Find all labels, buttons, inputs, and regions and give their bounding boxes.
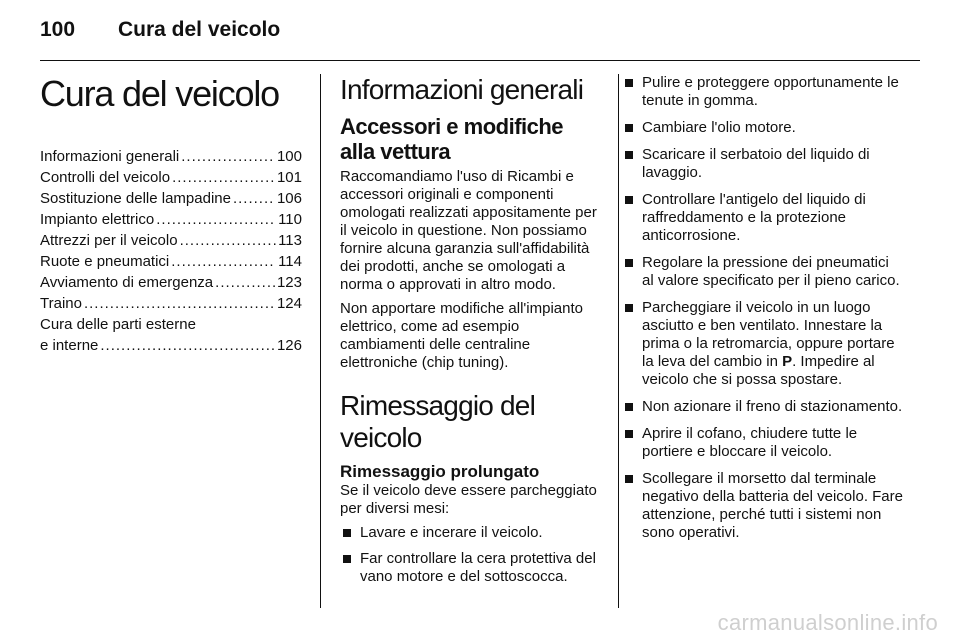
toc-entry[interactable]	[40, 272, 302, 293]
toc-entry-label-line2: e interne	[40, 337, 99, 354]
page-number: 100	[40, 18, 76, 41]
toc-entry-page: 100	[276, 148, 302, 165]
content-column-3	[622, 74, 904, 551]
toc-entry[interactable]	[40, 293, 302, 314]
toc-entry-label: Avviamento di emergenza	[40, 274, 214, 291]
header-title: Cura del veicolo	[118, 18, 281, 41]
list-item: Parcheggiare il veicolo in un luogo asciutto e ben ventilato. Innestare la prima o la retromarcia, oppure portare la leva del cambio in P. Impedire al veicolo che si possa spostare.	[622, 299, 904, 389]
list-item: Aprire il cofano, chiudere tutte le portiere e bloccare il veicolo.	[622, 425, 904, 461]
square-bullet-icon	[625, 475, 633, 483]
paragraph: Non apportare modifiche all'impianto elettrico, come ad esempio cambiamenti delle centraline elettroniche (chip tuning).	[340, 300, 583, 371]
section-title-storage: Rimessaggio del veicolo	[340, 390, 535, 453]
list-item: Non azionare il freno di stazionamento.	[622, 398, 904, 416]
header-rule	[40, 60, 920, 61]
toc-entry[interactable]	[40, 251, 302, 272]
toc-leader	[233, 188, 275, 209]
toc-leader	[215, 272, 275, 293]
toc-entry-label: Controlli del veicolo	[40, 169, 171, 186]
watermark: carmanualsonline.info	[717, 610, 938, 635]
toc-entry-label: Impianto elettrico	[40, 211, 155, 228]
square-bullet-icon	[625, 259, 633, 267]
toc-entry[interactable]	[40, 146, 302, 167]
square-bullet-icon	[625, 79, 633, 87]
toc-leader	[156, 209, 276, 230]
column-divider-2	[618, 74, 619, 608]
toc-entry-label: Informazioni generali	[40, 148, 180, 165]
list-item: Lavare e incerare il veicolo.	[340, 524, 602, 542]
toc-leader	[171, 251, 276, 272]
toc-entry[interactable]	[40, 188, 302, 209]
square-bullet-icon	[343, 555, 351, 563]
list-item: Scaricare il serbatoio del liquido di lavaggio.	[622, 146, 904, 182]
bullet-list	[340, 524, 602, 586]
toc-entry-label-line1: Cura delle parti esterne	[40, 316, 196, 333]
paragraph: Se il veicolo deve essere parcheggiato per diversi mesi:	[340, 482, 597, 517]
toc-leader	[172, 167, 275, 188]
paragraph: Raccomandiamo l'uso di Ricambi e accessori originali e componenti omologati realizzati appositamente per il veicolo in questione. Non possiamo fornire alcuna garanzia sull'affidabilità dei prodotti, anche se omologati a norma o approvati in altro modo.	[340, 168, 597, 293]
square-bullet-icon	[625, 304, 633, 312]
square-bullet-icon	[343, 529, 351, 537]
toc-entry-page: 123	[276, 274, 302, 291]
toc-entry-page: 114	[278, 253, 302, 270]
list-item: Pulire e proteggere opportunamente le tenute in gomma.	[622, 74, 904, 110]
toc-entry-page: 113	[278, 232, 302, 249]
toc-entry-label: Attrezzi per il veicolo	[40, 232, 178, 249]
subsection-title-accessories: Accessori e modifiche alla vettura	[340, 114, 564, 164]
square-bullet-icon	[625, 430, 633, 438]
square-bullet-icon	[625, 403, 633, 411]
square-bullet-icon	[625, 151, 633, 159]
content-column-2	[340, 74, 602, 594]
toc-leader	[181, 146, 275, 167]
toc-entry[interactable]	[40, 167, 302, 188]
toc-entry-page: 110	[278, 211, 302, 228]
toc-leader	[180, 230, 277, 251]
square-bullet-icon	[625, 196, 633, 204]
toc-entry-page: 126	[276, 337, 302, 354]
chapter-title: Cura del veicolo	[40, 73, 279, 114]
table-of-contents	[40, 146, 302, 356]
subsection-title-long-storage: Rimessaggio prolungato	[340, 462, 540, 481]
list-item: Regolare la pressione dei pneumatici al valore specificato per il pieno carico.	[622, 254, 904, 290]
list-item: Cambiare l'olio motore.	[622, 119, 904, 137]
toc-entry[interactable]	[40, 209, 302, 230]
toc-entry-label: Ruote e pneumatici	[40, 253, 170, 270]
toc-entry[interactable]	[40, 230, 302, 251]
list-item: Far controllare la cera protettiva del vano motore e del sottoscocca.	[340, 550, 602, 586]
square-bullet-icon	[625, 124, 633, 132]
toc-entry-page: 124	[276, 295, 302, 312]
toc-column	[40, 74, 302, 356]
toc-entry[interactable]	[40, 314, 302, 356]
toc-leader	[100, 335, 275, 356]
list-item: Scollegare il morsetto dal terminale negativo della batteria del veicolo. Fare attenzione, perché tutti i sistemi non sono operativi.	[622, 470, 904, 542]
section-title-info: Informazioni generali	[340, 74, 584, 105]
gear-position-p: P	[782, 353, 793, 370]
page-header	[40, 18, 920, 48]
list-item: Controllare l'antigelo del liquido di raffreddamento e la protezione anticorrosione.	[622, 191, 904, 245]
toc-entry-label: Sostituzione delle lampadine	[40, 190, 231, 207]
toc-entry-page: 106	[276, 190, 302, 207]
toc-leader	[84, 293, 275, 314]
column-divider-1	[320, 74, 321, 608]
toc-entry-label: Traino	[40, 295, 82, 312]
bullet-list	[622, 74, 904, 542]
toc-entry-page: 101	[276, 169, 302, 186]
